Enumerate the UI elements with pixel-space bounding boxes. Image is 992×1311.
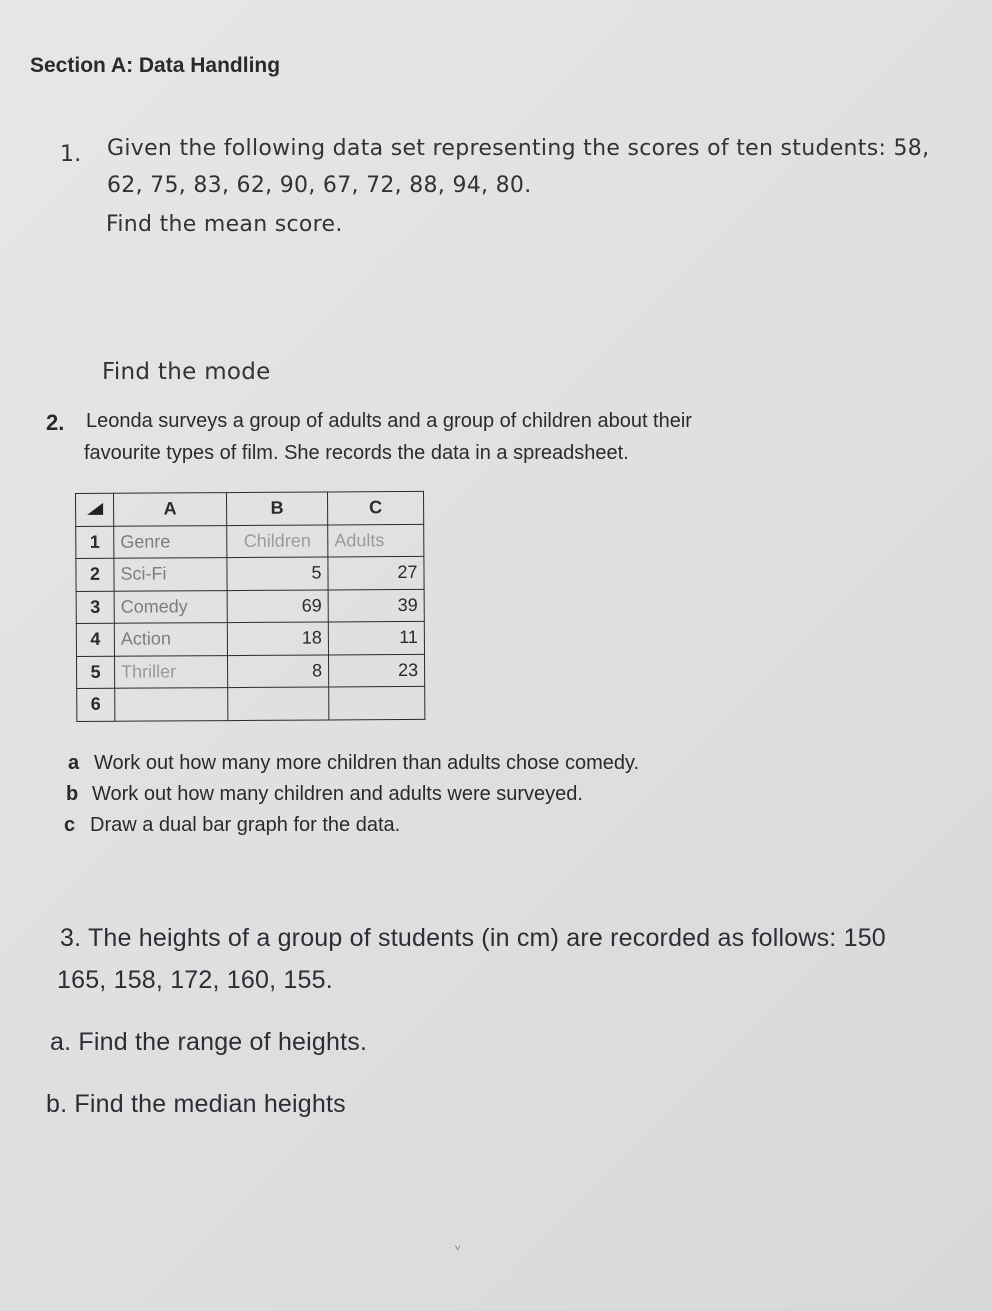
table-row xyxy=(76,621,424,656)
q2-number: 2. xyxy=(46,410,65,435)
part-letter: a xyxy=(68,752,80,774)
part-letter: b xyxy=(66,783,79,805)
table-row xyxy=(76,589,424,624)
q2-part-a xyxy=(68,752,639,775)
q1-find-mean: Find the mean score. xyxy=(106,212,343,237)
cell-adults: 27 xyxy=(328,556,424,589)
table-row xyxy=(76,556,424,591)
cell-children: 8 xyxy=(227,654,328,687)
part-letter: c xyxy=(64,814,76,836)
cell-children-header: Children xyxy=(227,524,328,557)
cell-genre: Action xyxy=(114,623,227,656)
column-header-c: C xyxy=(327,491,423,524)
cell-adults: 11 xyxy=(328,621,424,654)
q3-part-b: b. Find the median heights xyxy=(46,1090,346,1118)
cell-empty xyxy=(228,687,329,720)
cell-children: 18 xyxy=(227,622,328,655)
cell-genre: Thriller xyxy=(114,655,227,688)
q3-part-a: a. Find the range of heights. xyxy=(50,1028,368,1056)
cell-genre-header: Genre xyxy=(114,525,227,558)
corner-triangle-icon xyxy=(87,503,103,515)
cell-adults: 39 xyxy=(328,589,424,622)
stray-pencil-mark: ⱽ xyxy=(455,1243,461,1257)
cell-genre: Sci-Fi xyxy=(114,558,227,591)
row-number: 2 xyxy=(76,558,114,591)
select-all-corner xyxy=(76,493,114,526)
cell-genre: Comedy xyxy=(114,590,227,623)
q3-question-line-1: 3. The heights of a group of students (in cm) are recorded as follows: 150 xyxy=(60,924,886,952)
row-number: 4 xyxy=(76,623,114,656)
q1-find-mode: Find the mode xyxy=(102,359,271,385)
column-header-b: B xyxy=(227,492,328,525)
section-heading: Section A: Data Handling xyxy=(30,54,281,77)
q2-intro-line-1: Leonda surveys a group of adults and a group of children about their xyxy=(86,410,692,432)
row-number: 6 xyxy=(77,688,115,721)
table-row xyxy=(77,686,425,721)
q3-question-line-2: 165, 158, 172, 160, 155. xyxy=(57,966,333,994)
cell-adults: 23 xyxy=(328,654,424,687)
q2-part-b xyxy=(66,783,583,806)
q1-number: 1. xyxy=(60,142,82,167)
cell-children: 5 xyxy=(227,557,328,590)
cell-children: 69 xyxy=(227,589,328,622)
table-row xyxy=(76,654,424,689)
q1-question-line-1: Given the following data set representing the scores of ten students: 58, xyxy=(107,136,930,161)
part-text: Work out how many more children than adults chose comedy. xyxy=(94,752,640,774)
row-number: 3 xyxy=(76,591,114,624)
spreadsheet-table xyxy=(75,491,424,727)
q1-question-line-2: 62, 75, 83, 62, 90, 67, 72, 88, 94, 80. xyxy=(107,173,532,198)
row-number: 5 xyxy=(76,656,114,689)
part-text: Draw a dual bar graph for the data. xyxy=(90,814,401,836)
q2-intro-line-2: favourite types of film. She records the data in a spreadsheet. xyxy=(84,442,629,464)
row-number: 1 xyxy=(76,526,114,559)
table-row xyxy=(76,524,424,559)
column-header-row xyxy=(76,491,424,526)
cell-adults-header: Adults xyxy=(328,524,424,557)
cell-empty xyxy=(115,688,228,721)
part-text: Work out how many children and adults were surveyed. xyxy=(92,783,583,805)
column-header-a: A xyxy=(114,493,227,526)
cell-empty xyxy=(329,686,425,719)
q2-part-c xyxy=(64,814,400,837)
